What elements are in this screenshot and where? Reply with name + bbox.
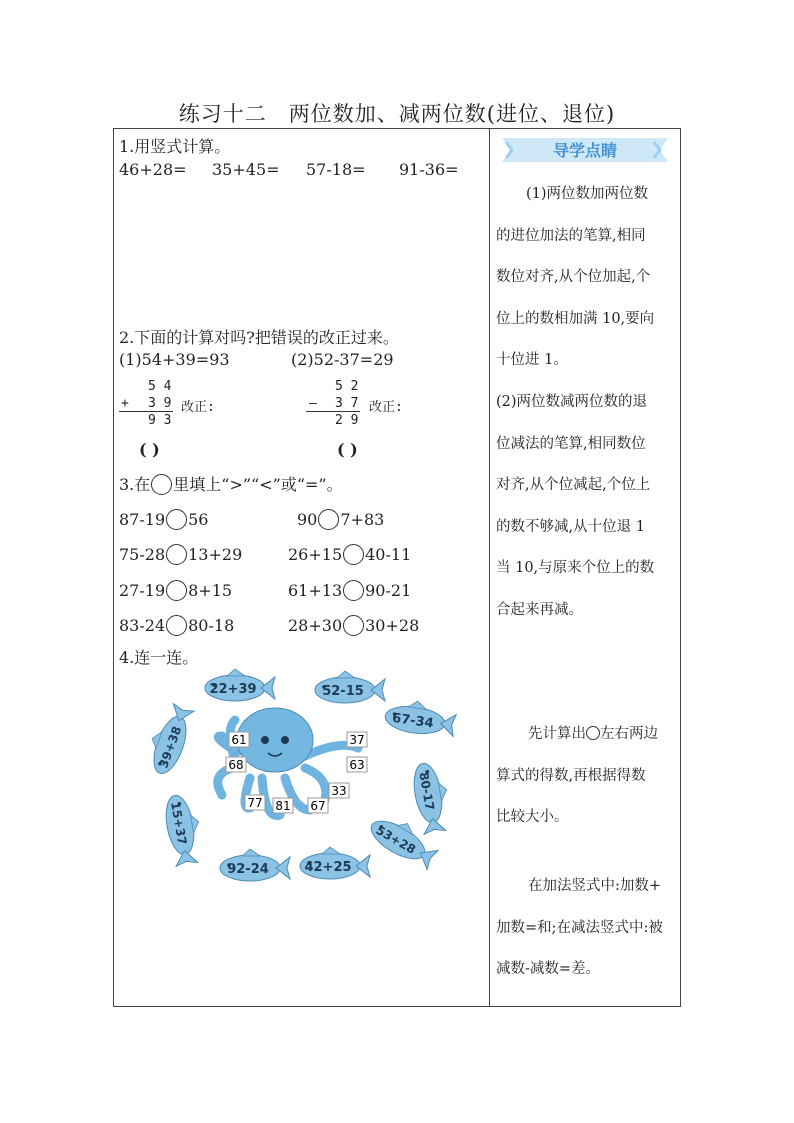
- compare-item: [119, 544, 242, 565]
- guide-paragraph-3: [496, 714, 678, 839]
- guide-line: 算式的得数,再根据得数: [496, 767, 646, 784]
- vertical-result: 2 9: [335, 413, 359, 428]
- vertical-operator: +: [121, 396, 129, 411]
- fish-expression: 39+38: [156, 724, 185, 771]
- compare-item: [297, 509, 384, 530]
- compare-item: [119, 615, 234, 636]
- guide-text: 左右两边: [600, 726, 658, 742]
- guide-banner: [496, 134, 674, 166]
- column-divider: [489, 128, 490, 1007]
- compare-circle: [586, 726, 600, 740]
- guide-line: [496, 714, 678, 756]
- compare-circle[interactable]: [318, 509, 339, 530]
- matching-illustration: [140, 660, 470, 900]
- guide-line: 十位进 1。: [496, 352, 568, 368]
- q2-right-equation: (2)52-37=29: [291, 350, 394, 369]
- compare-right: 56: [188, 510, 209, 529]
- vertical-mid: 3 7: [335, 396, 359, 411]
- vertical-mid: 3 9: [148, 396, 172, 411]
- fish-expression: 42+25: [304, 860, 352, 875]
- compare-right: 7+83: [340, 510, 385, 529]
- compare-circle[interactable]: [343, 615, 364, 636]
- fish-expression: 92-24: [227, 862, 269, 877]
- compare-item: [288, 615, 419, 636]
- q4-heading: 4.连一连。: [119, 648, 199, 667]
- q2-heading: 2.下面的计算对吗?把错误的改正过来。: [119, 328, 399, 347]
- q2-left-equation: (1)54+39=93: [119, 350, 230, 369]
- guide-line: 的数不够减,从十位退 1: [496, 518, 645, 535]
- q3-heading-post: 里填上“>”“<”或“=”。: [173, 475, 343, 494]
- compare-circle: [151, 474, 172, 495]
- compare-left: 75-28: [119, 545, 166, 564]
- q3-heading: [119, 472, 343, 495]
- fix-label: 改正:: [369, 400, 403, 415]
- q1-heading: 1.用竖式计算。: [119, 137, 231, 156]
- fish-expression: 67-34: [391, 710, 435, 732]
- guide-line: (2)两位数减两位数的退: [496, 394, 648, 410]
- compare-left: 61+13: [288, 581, 343, 600]
- compare-item: [119, 580, 232, 601]
- guide-line: 加数=和;在减法竖式中:被: [496, 919, 663, 936]
- guide-line: 的进位加法的笔算,相同: [496, 227, 646, 244]
- compare-circle[interactable]: [166, 580, 187, 601]
- fish-icon[interactable]: [142, 701, 196, 778]
- compare-item: [288, 580, 411, 601]
- compare-left: 26+15: [288, 545, 343, 564]
- guide-line: 位减法的笔算,相同数位: [496, 435, 646, 452]
- compare-left: 27-19: [119, 581, 166, 600]
- fix-label: 改正:: [181, 400, 215, 415]
- fish-icon[interactable]: [162, 792, 206, 866]
- page-title: 练习十二 两位数加、减两位数(进位、退位): [178, 102, 616, 126]
- fish-expression: 53+28: [373, 822, 419, 857]
- number-label: 61: [231, 733, 247, 747]
- guide-paragraph-2: [496, 382, 678, 631]
- vertical-top: 5 4: [148, 379, 172, 394]
- fish-expression: 52-15: [322, 684, 364, 699]
- compare-left: 83-24: [119, 616, 166, 635]
- vertical-line: [119, 411, 173, 412]
- compare-circle[interactable]: [343, 580, 364, 601]
- compare-right: 80-18: [188, 616, 235, 635]
- guide-line: (1)两位数加两位数: [526, 186, 649, 202]
- number-label: 68: [228, 758, 244, 772]
- compare-right: 90-21: [365, 581, 412, 600]
- fish-expression: 80-17: [416, 771, 437, 812]
- answer-paren: ( ): [337, 440, 358, 459]
- q3-heading-pre: 3.在: [119, 475, 151, 494]
- vertical-line: [306, 411, 360, 412]
- fish-expression: 22+39: [209, 682, 257, 697]
- vertical-top: 5 2: [335, 379, 359, 394]
- guide-text: 先计算出: [528, 726, 586, 742]
- guide-line: 数位对齐,从个位加起,个: [496, 269, 651, 285]
- guide-line: 减数-减数=差。: [496, 961, 601, 977]
- compare-circle[interactable]: [166, 615, 187, 636]
- q1-item: 35+45=: [212, 160, 280, 179]
- compare-left: 90: [297, 510, 318, 529]
- q1-item: 57-18=: [306, 160, 366, 179]
- compare-right: 30+28: [365, 616, 420, 635]
- compare-right: 13+29: [188, 545, 243, 564]
- compare-circle[interactable]: [343, 544, 364, 565]
- q1-item: 46+28=: [119, 160, 187, 179]
- number-label: 77: [247, 796, 263, 810]
- fish-icon[interactable]: [410, 760, 454, 834]
- compare-right: 40-11: [365, 545, 412, 564]
- fish-icon[interactable]: [300, 847, 370, 879]
- q1-item: 91-36=: [399, 160, 459, 179]
- guide-line: 当 10,与原来个位上的数: [496, 560, 655, 576]
- guide-line: 位上的数相加满 10,要向: [496, 310, 655, 327]
- fish-icon[interactable]: [315, 671, 385, 703]
- number-label: 37: [349, 733, 365, 747]
- guide-line: 合起来再减。: [496, 601, 583, 618]
- compare-item: [119, 509, 208, 530]
- compare-left: 87-19: [119, 510, 166, 529]
- answer-paren: ( ): [139, 440, 160, 459]
- guide-paragraph-4: [496, 866, 678, 991]
- guide-line: 比较大小。: [496, 809, 569, 825]
- fish-icon[interactable]: [220, 849, 290, 881]
- number-label: 33: [331, 784, 347, 798]
- vertical-operator: —: [309, 396, 317, 411]
- guide-paragraph-1: [496, 174, 678, 382]
- fish-icon[interactable]: [383, 697, 457, 738]
- vertical-result: 9 3: [148, 413, 172, 428]
- guide-line: 在加法竖式中:加数+: [528, 878, 662, 894]
- guide-banner-text: 导学点睛: [552, 141, 618, 160]
- compare-item: [288, 544, 411, 565]
- compare-circle[interactable]: [166, 509, 187, 530]
- compare-left: 28+30: [288, 616, 343, 635]
- number-label: 63: [349, 758, 365, 772]
- fish-icon[interactable]: [205, 669, 275, 701]
- fish-expression: 15+37: [168, 800, 190, 846]
- number-label: 81: [275, 799, 291, 813]
- number-label: 67: [310, 799, 326, 813]
- compare-circle[interactable]: [166, 544, 187, 565]
- guide-line: 对齐,从个位减起,个位上: [496, 477, 651, 493]
- compare-right: 8+15: [188, 581, 233, 600]
